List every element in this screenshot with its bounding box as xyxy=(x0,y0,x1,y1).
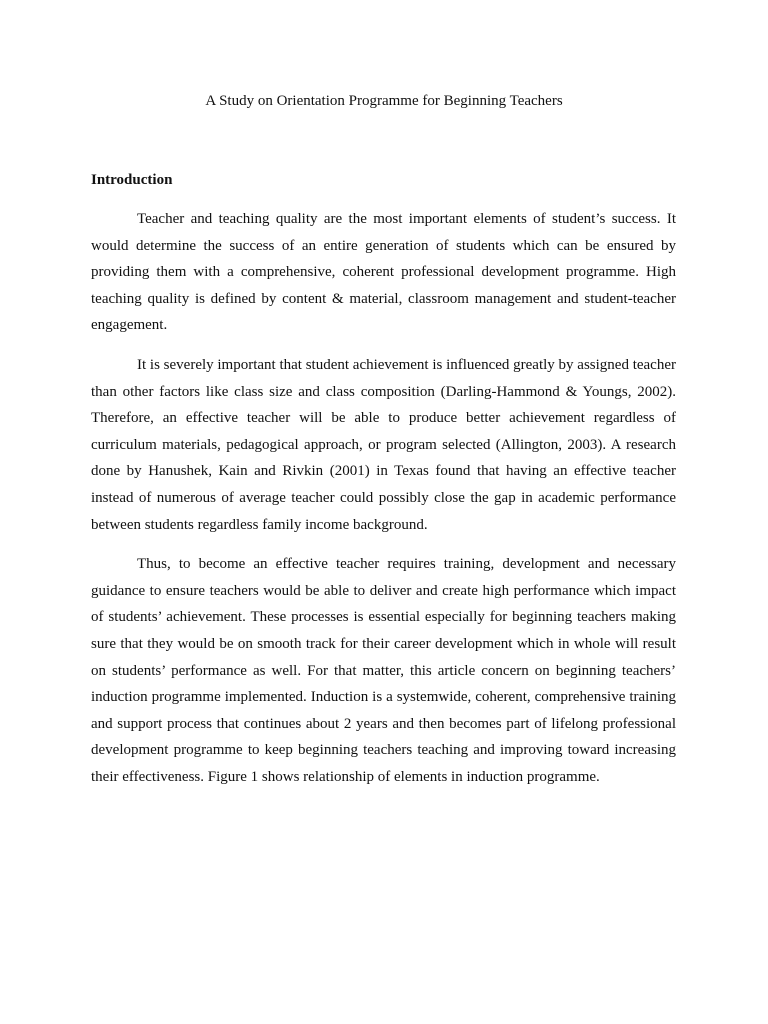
paragraph-1: Teacher and teaching quality are the most important elements of student’s success. It would determine the success of an entire generation of students which can be ensured by providing them with a comprehensive, coherent professional development programme. High teaching quality is defined by content & material, classroom management and student-teacher engagement. xyxy=(91,211,676,334)
paragraph-3: Thus, to become an effective teacher requires training, development and necessary guidance to ensure teachers would be able to deliver and create high performance which impact of students’ achievement. These processes is essential especially for beginning teachers making sure that they would be on smooth track for their career development which in whole will result on students’ performance as well. For that matter, this article concern on beginning teachers’ induction programme implemented. Induction is a systemwide, coherent, comprehensive training and support process that continues about 2 years and then becomes part of lifelong professional development programme to keep beginning teachers teaching and improving toward increasing their effectiveness. Figure 1 shows relationship of elements in induction programme. xyxy=(91,556,676,785)
document-title: A Study on Orientation Programme for Beginning Teachers xyxy=(205,93,563,109)
section-heading-introduction: Introduction xyxy=(91,172,173,188)
paragraph-2: It is severely important that student achievement is influenced greatly by assigned teacher than other factors like class size and class composition (Darling-Hammond & Youngs, 2002). Therefore, an effective teacher will be able to produce better achievement regardless of curriculum materials, pedagogical approach, or program selected (Allington, 2003). A research done by Hanushek, Kain and Rivkin (2001) in Texas found that having an effective teacher instead of numerous of average teacher could possibly close the gap in academic performance between students regardless family income background. xyxy=(91,356,676,533)
document-body xyxy=(91,206,676,803)
